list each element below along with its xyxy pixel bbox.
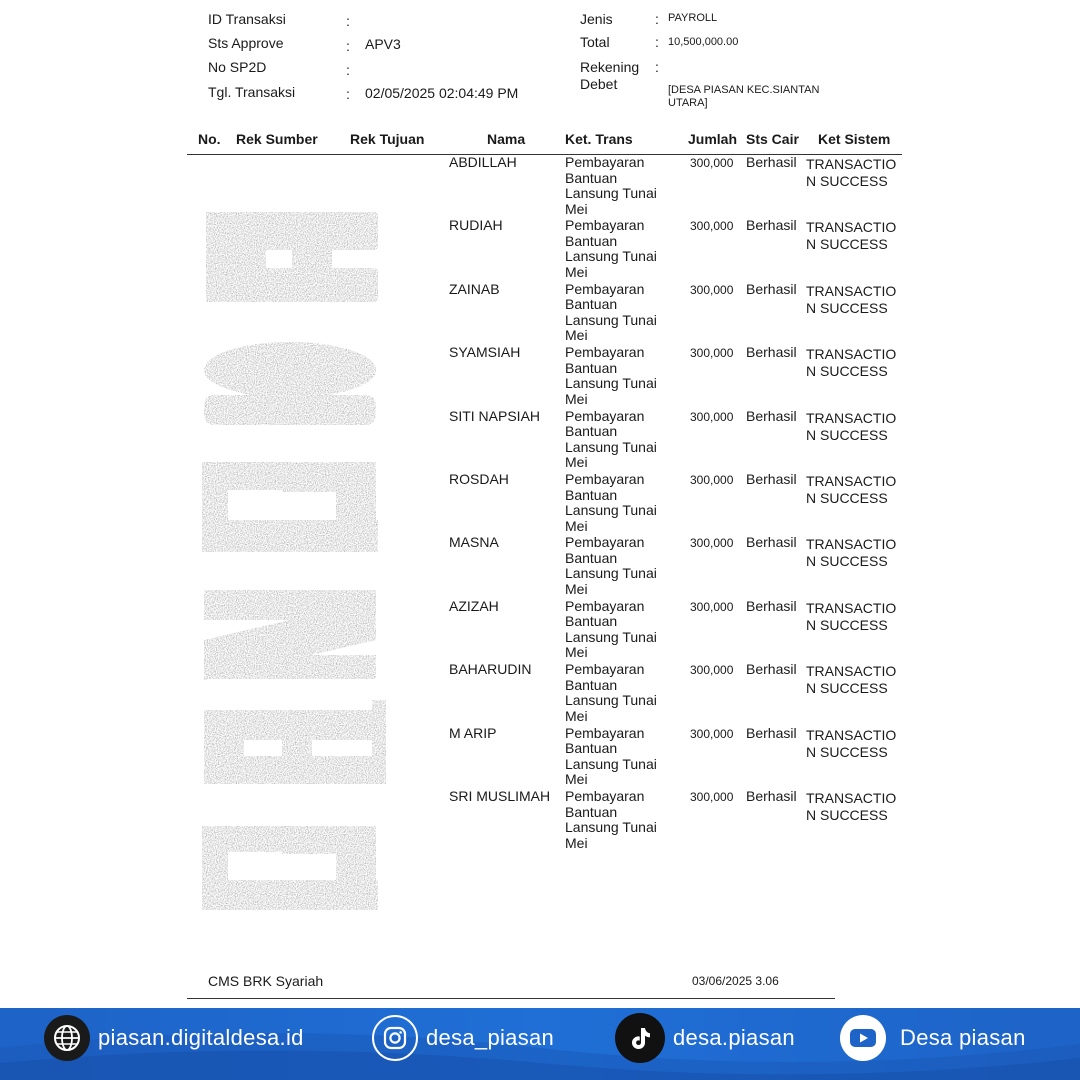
sistem-line: TRANSACTIO xyxy=(806,663,897,680)
row-jumlah: 300,000 xyxy=(690,536,734,551)
ket-line: Pembayaran xyxy=(565,280,645,297)
row-jumlah: 300,000 xyxy=(690,663,734,678)
row-nama: ZAINAB xyxy=(449,280,500,297)
row-ket-trans xyxy=(565,599,665,661)
social-tiktok[interactable] xyxy=(615,1014,795,1062)
tiktok-icon xyxy=(615,1013,665,1063)
ket-line: Lansung Tunai xyxy=(565,755,657,772)
sistem-line: TRANSACTIO xyxy=(806,599,897,616)
sistem-line: N SUCCESS xyxy=(806,426,888,443)
row-ket-sistem xyxy=(806,727,906,761)
ket-line: Lansung Tunai xyxy=(565,628,657,645)
col-no: No. xyxy=(198,131,221,147)
row-ket-sistem xyxy=(806,346,906,380)
col-jumlah: Jumlah xyxy=(688,131,738,147)
ket-line: Mei xyxy=(565,644,588,661)
ket-line: Pembayaran xyxy=(565,661,645,678)
row-ket-trans xyxy=(565,726,665,788)
row-jumlah: 300,000 xyxy=(690,346,734,361)
sistem-line: TRANSACTIO xyxy=(806,219,897,236)
ket-line: Bantuan xyxy=(565,740,618,757)
row-sts-cair: Berhasil xyxy=(746,724,797,741)
ket-line: Mei xyxy=(565,580,588,597)
table-row xyxy=(0,535,1080,598)
row-nama: ABDILLAH xyxy=(449,154,517,170)
row-sts-cair: Berhasil xyxy=(746,407,797,424)
ket-line: Lansung Tunai xyxy=(565,438,657,455)
value-rekening-line2: UTARA] xyxy=(668,97,708,109)
row-nama: M ARIP xyxy=(449,724,497,741)
ket-line: Mei xyxy=(565,327,588,344)
ket-line: Pembayaran xyxy=(565,597,645,614)
ket-line: Bantuan xyxy=(565,549,618,566)
table-row xyxy=(0,155,1080,218)
instagram-handle[interactable]: desa_piasan xyxy=(426,1025,555,1050)
ket-line: Pembayaran xyxy=(565,471,645,487)
social-web[interactable] xyxy=(44,1014,304,1062)
doc-footer-right: 03/06/2025 3.06 xyxy=(692,974,779,988)
row-ket-trans xyxy=(565,409,665,471)
ket-line: Lansung Tunai xyxy=(565,502,657,518)
ket-line: Lansung Tunai xyxy=(565,819,657,835)
ket-line: Bantuan xyxy=(565,803,618,820)
website-link[interactable]: piasan.digitaldesa.id xyxy=(98,1025,304,1050)
row-ket-sistem xyxy=(806,410,906,444)
sistem-line: TRANSACTIO xyxy=(806,409,897,426)
col-sts-cair: Sts Cair xyxy=(746,131,799,147)
colon: : xyxy=(346,38,350,54)
col-rek-sumber: Rek Sumber xyxy=(236,131,318,147)
row-jumlah: 300,000 xyxy=(690,282,734,297)
row-ket-trans xyxy=(565,155,665,217)
table-row xyxy=(0,662,1080,725)
col-nama: Nama xyxy=(487,131,526,147)
value-jenis: PAYROLL xyxy=(668,12,718,24)
row-nama: SRI MUSLIMAH xyxy=(449,788,551,804)
table-row xyxy=(0,599,1080,662)
ket-line: Lansung Tunai xyxy=(565,565,657,582)
sistem-line: N SUCCESS xyxy=(806,363,888,380)
ket-line: Pembayaran xyxy=(565,534,645,551)
row-ket-trans xyxy=(565,472,665,534)
row-nama: SITI NAPSIAH xyxy=(449,407,541,424)
sistem-line: TRANSACTIO xyxy=(806,473,897,489)
ket-line: Mei xyxy=(565,263,588,280)
ket-line: Bantuan xyxy=(565,423,618,440)
ket-line: Lansung Tunai xyxy=(565,311,657,328)
ket-line: Pembayaran xyxy=(565,217,645,234)
label-jenis: Jenis xyxy=(580,11,613,27)
ket-line: Bantuan xyxy=(565,169,618,186)
label-no-sp2d: No SP2D xyxy=(208,59,267,75)
footer-divider xyxy=(187,998,835,999)
row-jumlah: 300,000 xyxy=(690,473,734,487)
youtube-icon xyxy=(840,1015,886,1061)
row-jumlah: 300,000 xyxy=(690,156,734,170)
row-nama: AZIZAH xyxy=(449,597,499,614)
sistem-line: TRANSACTIO xyxy=(806,726,897,743)
row-ket-sistem xyxy=(806,473,906,507)
row-sts-cair: Berhasil xyxy=(746,217,797,234)
col-ket-trans: Ket. Trans xyxy=(565,131,633,147)
sistem-line: TRANSACTIO xyxy=(806,790,897,806)
sistem-line: TRANSACTIO xyxy=(806,156,897,172)
globe-icon xyxy=(44,1015,90,1061)
ket-line: Mei xyxy=(565,200,588,217)
row-nama: SYAMSIAH xyxy=(449,344,521,361)
table-row xyxy=(0,218,1080,281)
sistem-line: N SUCCESS xyxy=(806,807,888,823)
row-nama: RUDIAH xyxy=(449,217,503,234)
social-youtube[interactable] xyxy=(840,1014,1026,1062)
table-row xyxy=(0,789,1080,852)
social-instagram[interactable] xyxy=(372,1014,554,1062)
ket-line: Lansung Tunai xyxy=(565,185,657,201)
ket-line: Mei xyxy=(565,834,588,851)
youtube-channel[interactable]: Desa piasan xyxy=(900,1025,1026,1050)
value-total: 10,500,000.00 xyxy=(668,36,739,48)
row-ket-trans xyxy=(565,662,665,724)
ket-line: Bantuan xyxy=(565,232,618,249)
row-jumlah: 300,000 xyxy=(690,409,734,424)
colon: : xyxy=(346,62,350,78)
row-ket-sistem xyxy=(806,790,906,824)
row-sts-cair: Berhasil xyxy=(746,661,797,678)
sistem-line: N SUCCESS xyxy=(806,299,888,316)
sistem-line: N SUCCESS xyxy=(806,490,888,506)
tiktok-handle[interactable]: desa.piasan xyxy=(673,1025,795,1050)
ket-line: Bantuan xyxy=(565,486,618,503)
row-ket-trans xyxy=(565,345,665,407)
row-ket-trans xyxy=(565,789,665,851)
ket-line: Pembayaran xyxy=(565,154,645,170)
label-id-transaksi: ID Transaksi xyxy=(208,11,286,27)
sistem-line: N SUCCESS xyxy=(806,616,888,633)
label-sts-approve: Sts Approve xyxy=(208,35,284,51)
colon: : xyxy=(655,11,659,27)
sistem-line: N SUCCESS xyxy=(806,553,888,570)
ket-line: Pembayaran xyxy=(565,344,645,361)
label-tgl-transaksi: Tgl. Transaksi xyxy=(208,84,296,100)
row-jumlah: 300,000 xyxy=(690,790,734,804)
sistem-line: N SUCCESS xyxy=(806,680,888,697)
colon: : xyxy=(346,86,350,102)
label-total: Total xyxy=(580,34,610,50)
sistem-line: TRANSACTIO xyxy=(806,282,897,299)
col-rek-tujuan: Rek Tujuan xyxy=(350,131,425,147)
row-sts-cair: Berhasil xyxy=(746,471,797,487)
sistem-line: N SUCCESS xyxy=(806,236,888,253)
row-ket-trans xyxy=(565,218,665,280)
ket-line: Mei xyxy=(565,390,588,407)
value-rekening-line1: [DESA PIASAN KEC.SIANTAN xyxy=(668,84,820,96)
row-nama: ROSDAH xyxy=(449,471,509,487)
label-rekening: Rekening xyxy=(580,59,640,75)
row-ket-sistem xyxy=(806,283,906,317)
table-row xyxy=(0,409,1080,472)
ket-line: Pembayaran xyxy=(565,788,645,804)
instagram-icon xyxy=(372,1015,418,1061)
colon: : xyxy=(655,34,659,50)
row-ket-sistem xyxy=(806,156,906,190)
table-row xyxy=(0,345,1080,408)
doc-footer-left: CMS BRK Syariah xyxy=(208,973,324,989)
value-sts-approve: APV3 xyxy=(365,36,401,52)
row-sts-cair: Berhasil xyxy=(746,788,797,804)
row-nama: BAHARUDIN xyxy=(449,661,532,678)
row-ket-sistem xyxy=(806,536,906,570)
sistem-line: N SUCCESS xyxy=(806,173,888,189)
colon: : xyxy=(655,59,659,75)
ket-line: Lansung Tunai xyxy=(565,692,657,709)
sistem-line: TRANSACTIO xyxy=(806,536,897,553)
sistem-line: TRANSACTIO xyxy=(806,346,897,363)
row-jumlah: 300,000 xyxy=(690,599,734,614)
row-ket-sistem xyxy=(806,663,906,697)
sistem-line: N SUCCESS xyxy=(806,743,888,760)
row-sts-cair: Berhasil xyxy=(746,154,797,170)
row-ket-trans xyxy=(565,535,665,597)
table-row xyxy=(0,472,1080,535)
row-sts-cair: Berhasil xyxy=(746,344,797,361)
label-debet: Debet xyxy=(580,76,618,92)
col-ket-sistem: Ket Sistem xyxy=(818,131,891,147)
ket-line: Pembayaran xyxy=(565,407,645,424)
row-sts-cair: Berhasil xyxy=(746,597,797,614)
row-ket-sistem xyxy=(806,219,906,253)
ket-line: Bantuan xyxy=(565,676,618,693)
row-ket-sistem xyxy=(806,600,906,634)
table-row xyxy=(0,726,1080,789)
ket-line: Pembayaran xyxy=(565,724,645,741)
ket-line: Mei xyxy=(565,454,588,471)
row-jumlah: 300,000 xyxy=(690,726,734,741)
ket-line: Mei xyxy=(565,771,588,788)
value-tgl-transaksi: 02/05/2025 02:04:49 PM xyxy=(365,85,519,101)
ket-line: Bantuan xyxy=(565,296,618,313)
row-ket-trans xyxy=(565,282,665,344)
row-sts-cair: Berhasil xyxy=(746,534,797,551)
ket-line: Bantuan xyxy=(565,613,618,630)
ket-line: Mei xyxy=(565,707,588,724)
ket-line: Bantuan xyxy=(565,359,618,376)
ket-line: Lansung Tunai xyxy=(565,248,657,265)
colon: : xyxy=(346,13,350,29)
row-jumlah: 300,000 xyxy=(690,219,734,234)
row-nama: MASNA xyxy=(449,534,499,551)
ket-line: Mei xyxy=(565,517,588,534)
table-row xyxy=(0,282,1080,345)
ket-line: Lansung Tunai xyxy=(565,375,657,392)
row-sts-cair: Berhasil xyxy=(746,280,797,297)
